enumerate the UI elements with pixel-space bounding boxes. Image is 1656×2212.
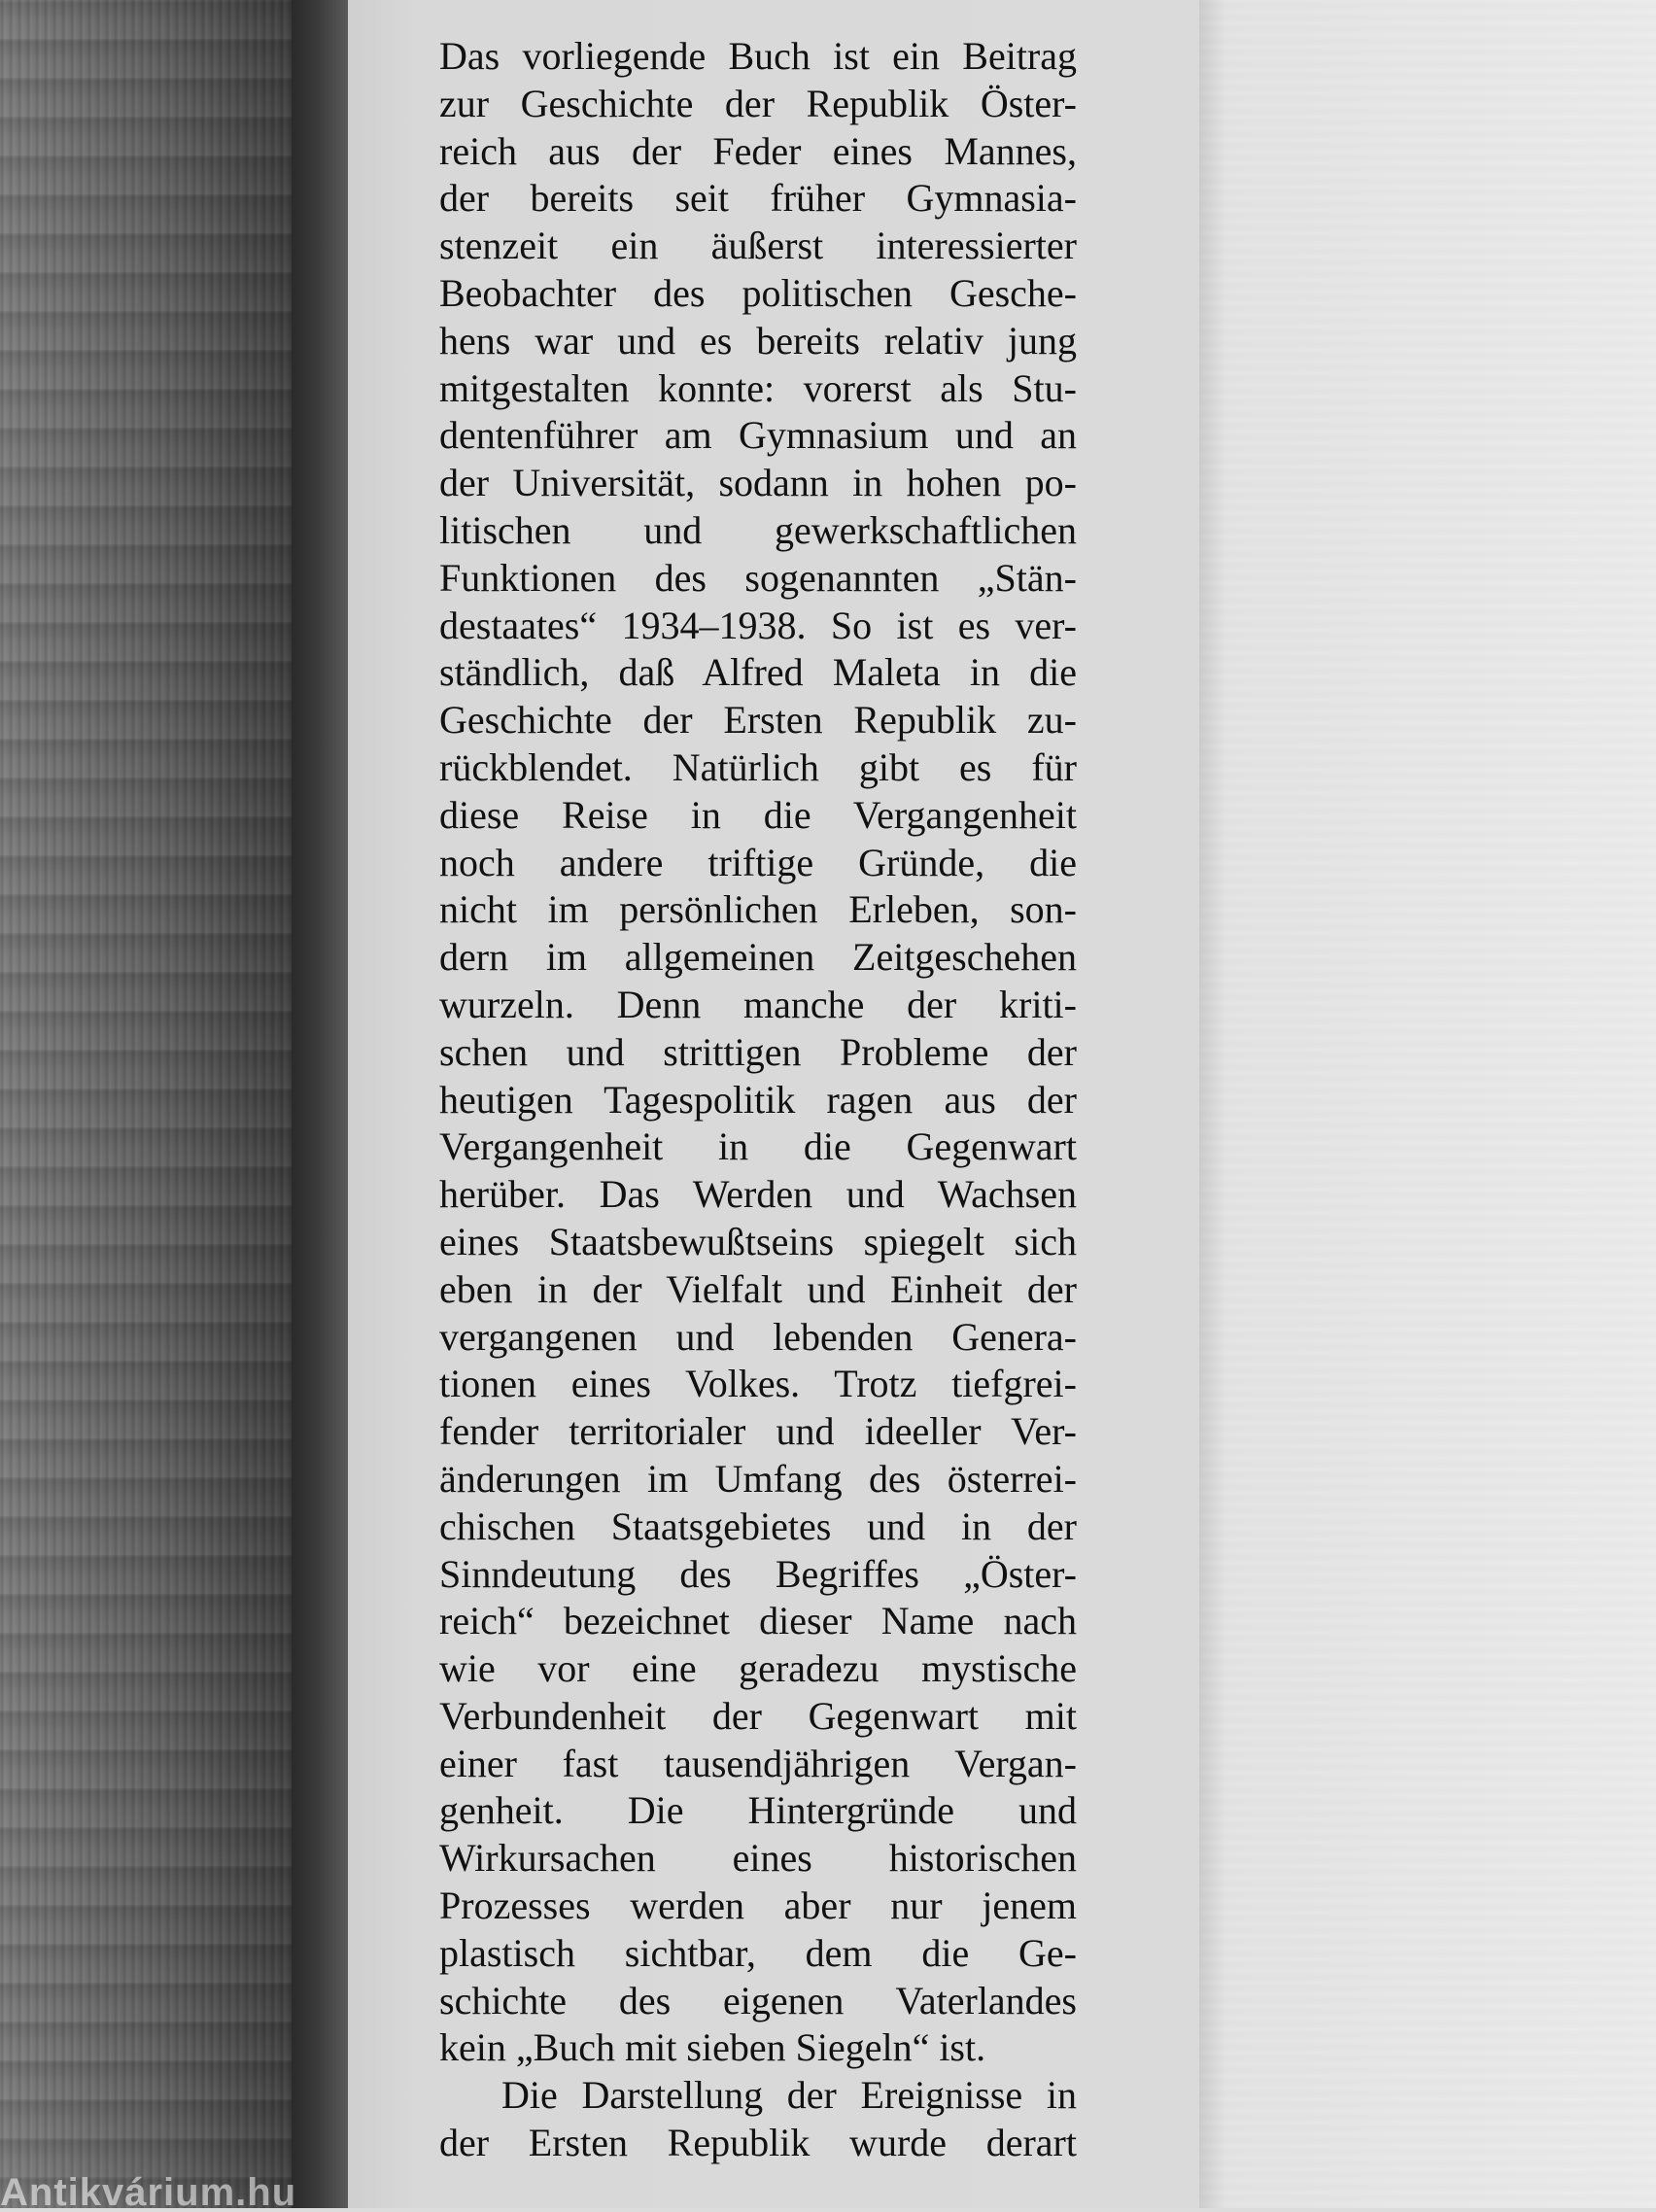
text-line: Geschichte der Ersten Republik zu- (439, 698, 1077, 743)
text-line: plastisch sichtbar, dem die Ge- (439, 1930, 1077, 1975)
text-line: Beobachter des politischen Gesche- (439, 270, 1077, 315)
body-text (439, 33, 1077, 2167)
text-line: mitgestalten konnte: vorerst als Stu- (439, 365, 1077, 410)
facing-page (1199, 0, 1656, 2208)
text-line: Vergangenheit in die Gegenwart (439, 1124, 1077, 1169)
text-line: tionen eines Volkes. Trotz tiefgrei- (439, 1362, 1077, 1406)
book-cover-left (0, 0, 292, 2208)
text-line: nicht im persönlichen Erleben, son- (439, 887, 1077, 932)
paragraph-end-line: kein „Buch mit sieben Siegeln“ ist. (439, 2025, 986, 2070)
watermark-text: Antikvárium.hu (0, 2173, 297, 2212)
text-line: diese Reise in die Vergangenheit (439, 792, 1077, 837)
text-line: vergangenen und lebenden Genera- (439, 1314, 1077, 1359)
text-line: der Universität, sodann in hohen po- (439, 461, 1077, 505)
paragraph-start-line: Die Darstellung der Ereignisse in (501, 2073, 1077, 2118)
text-line: Wirkursachen eines historischen (439, 1836, 1077, 1881)
text-line: schen und strittigen Probleme der (439, 1029, 1077, 1074)
text-line: stenzeit ein äußerst interessierter (439, 224, 1077, 268)
text-line: ständlich, daß Alfred Maleta in die (439, 650, 1077, 695)
text-line: einer fast tausendjährigen Vergan- (439, 1741, 1077, 1785)
text-line: heutigen Tagespolitik ragen aus der (439, 1077, 1077, 1122)
text-line: änderungen im Umfang des österrei- (439, 1456, 1077, 1501)
text-line: reich“ bezeichnet dieser Name nach (439, 1599, 1077, 1643)
book-spine-shadow (292, 0, 348, 2208)
text-line: Sinndeutung des Begriffes „Öster- (439, 1551, 1077, 1596)
text-line: zur Geschichte der Republik Öster- (439, 81, 1077, 125)
text-line: eben in der Vielfalt und Einheit der (439, 1266, 1077, 1311)
text-line: chischen Staatsgebietes und in der (439, 1503, 1077, 1548)
text-line: eines Staatsbewußtseins spiegelt sich (439, 1219, 1077, 1263)
text-line: litischen und gewerkschaftlichen (439, 507, 1077, 552)
text-line: genheit. Die Hintergründe und (439, 1788, 1077, 1833)
text-line: schichte des eigenen Vaterlandes (439, 1978, 1077, 2022)
text-line: Verbundenheit der Gegenwart mit (439, 1693, 1077, 1738)
text-line: wurzeln. Denn manche der kriti- (439, 982, 1077, 1026)
text-line: reich aus der Feder eines Mannes, (439, 128, 1077, 173)
text-line: Das vorliegende Buch ist ein Beitrag (439, 34, 1077, 78)
text-line: hens war und es bereits relativ jung (439, 318, 1077, 363)
text-line: der bereits seit früher Gymnasia- (439, 176, 1077, 221)
text-line: noch andere triftige Gründe, die (439, 840, 1077, 884)
text-line: Funktionen des sogenannten „Stän- (439, 555, 1077, 600)
text-line: dentenführer am Gymnasium und an (439, 413, 1077, 458)
text-line: fender territorialer und ideeller Ver- (439, 1409, 1077, 1454)
text-line: wie vor eine geradezu mystische (439, 1646, 1077, 1691)
text-line: destaates“ 1934–1938. So ist es ver- (439, 603, 1077, 647)
text-line: Prozesses werden aber nur jenem (439, 1884, 1077, 1928)
text-line: rückblendet. Natürlich gibt es für (439, 744, 1077, 789)
text-line: herüber. Das Werden und Wachsen (439, 1172, 1077, 1217)
text-line: der Ersten Republik wurde derart (439, 2121, 1077, 2165)
text-line: dern im allgemeinen Zeitgeschehen (439, 935, 1077, 980)
